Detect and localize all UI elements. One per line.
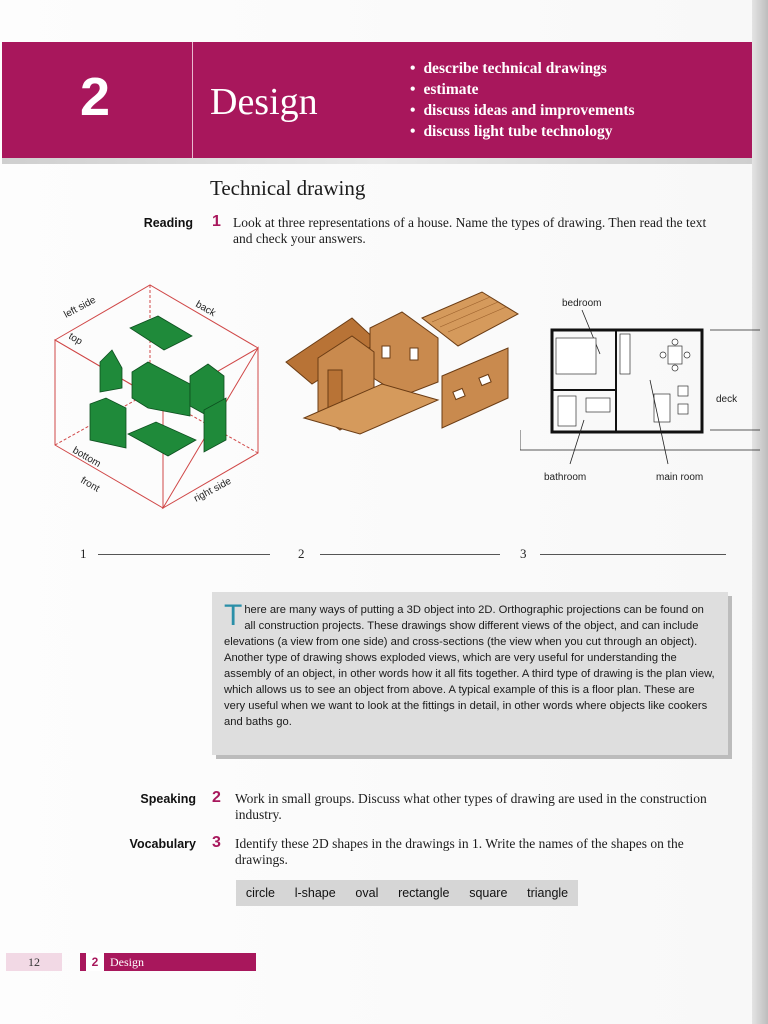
- plan-label-bedroom: bedroom: [562, 298, 602, 309]
- task-instruction: Work in small groups. Discuss what other types of drawing are used in the construction industry.: [235, 791, 707, 822]
- cube-label-back: back: [193, 299, 218, 320]
- shape-word-box: [236, 880, 578, 906]
- reading-paragraph: [224, 599, 718, 730]
- task-label-reading: Reading: [143, 216, 193, 230]
- unit-number: 2: [80, 67, 111, 127]
- orthographic-projection-figure: [40, 280, 280, 510]
- cube-label-right-side: right side: [192, 475, 234, 505]
- plan-label-bathroom: bathroom: [544, 472, 587, 483]
- task-label-vocabulary: Vocabulary: [129, 837, 196, 851]
- exploded-house: [286, 292, 518, 434]
- answer-line-3[interactable]: [540, 554, 726, 555]
- answer-number: 2: [298, 546, 305, 561]
- footer-unit-tab: [80, 953, 256, 971]
- unit-title: Design: [210, 81, 318, 123]
- plan-label-main-room: main room: [656, 472, 704, 483]
- section-heading: Technical drawing: [210, 176, 366, 200]
- cube-label-top: top: [66, 331, 85, 348]
- cube-label-bottom: bottom: [70, 445, 103, 470]
- objective-item: • estimate: [410, 79, 635, 100]
- unit-banner: [2, 42, 752, 158]
- page-binding: [752, 0, 768, 1024]
- house-views: [90, 316, 226, 456]
- floor-plan-figure: [520, 290, 760, 490]
- objectives-list: [410, 58, 635, 142]
- answer-line-2[interactable]: [320, 554, 500, 555]
- footer-unit-title: Design: [110, 955, 144, 969]
- answer-line-1[interactable]: [98, 554, 270, 555]
- objective-item: • discuss ideas and improvements: [410, 100, 635, 121]
- banner-divider: [192, 42, 193, 158]
- task-label-speaking: Speaking: [140, 792, 196, 806]
- task-number: 3: [212, 834, 221, 851]
- banner-shadow-strip: [2, 158, 752, 164]
- plan-label-deck: deck: [716, 394, 738, 405]
- answer-number: 1: [80, 546, 87, 561]
- shape-word: oval: [355, 886, 379, 900]
- task-instruction: Identify these 2D shapes in the drawings in 1. Write the names of the shapes on the drawings.: [235, 836, 684, 867]
- reading-body: here are many ways of putting a 3D object into 2D. Orthographic projections can be found on all construction projects. These drawings show different views of the object, and can include elevations (a view from one side) and cross-sections (the view when you cut through an object). Another type of drawing shows exploded views, which are very useful for understanding the assembly of an object, in other words how it all fits together. A third type of drawing is the plan view, which allows us to see an object from above. A typical example of this is a floor plan. These are very useful when we want to look at the fittings in detail, in other words where objects like cookers and baths go.: [224, 604, 715, 728]
- cube-label-left-side: left side: [62, 294, 98, 321]
- page-number: 12: [6, 953, 62, 971]
- drop-cap: T: [224, 599, 243, 632]
- shape-word: circle: [245, 886, 276, 900]
- exploded-view-figure: [282, 288, 522, 438]
- plan-fittings: [556, 334, 690, 426]
- cube-label-front: front: [78, 475, 102, 495]
- answer-number: 3: [520, 546, 527, 561]
- footer-unit-number: 2: [86, 953, 104, 971]
- task-instruction: Look at three representations of a house. Name the types of drawing. Then read the text and check your answers.: [233, 215, 707, 246]
- objective-item: • describe technical drawings: [410, 58, 635, 79]
- shape-word: square: [469, 886, 508, 900]
- shape-word: rectangle: [398, 886, 450, 900]
- task-number: 2: [212, 789, 221, 806]
- objective-item: • discuss light tube technology: [410, 121, 635, 142]
- shape-word: triangle: [527, 886, 569, 900]
- shape-word: l-shape: [294, 886, 336, 900]
- reading-text-box: [212, 592, 728, 755]
- leader-line: [570, 420, 584, 464]
- task-number: 1: [212, 213, 221, 230]
